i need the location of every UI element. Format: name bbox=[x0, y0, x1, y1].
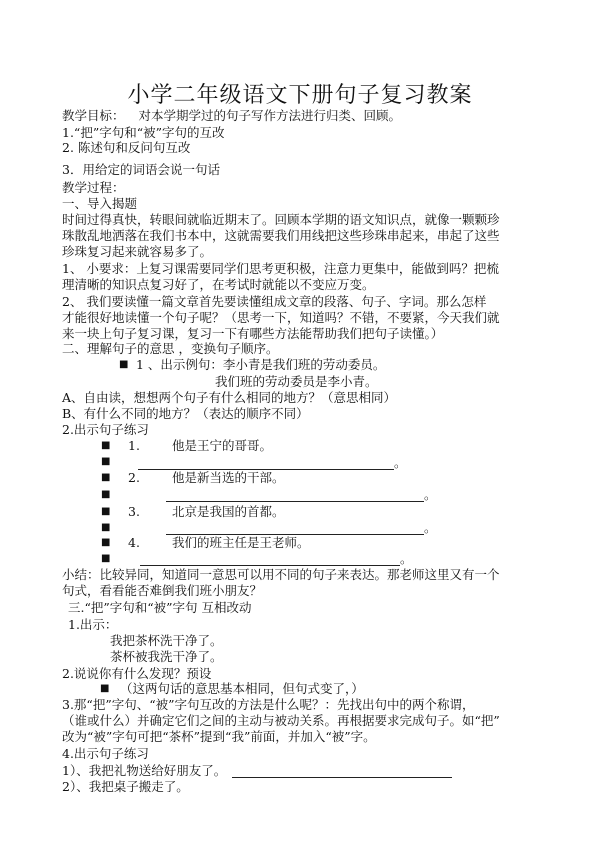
bullet-icon: ■ bbox=[119, 359, 129, 370]
paragraph-line: 3.那“把”字句、“被”字句互改的方法是什么呢？：先找出句中的两个称谓， bbox=[62, 697, 475, 712]
paragraph-line: 改为“被”字句可把“茶杯”提到“我”前面，并加入“被”字。 bbox=[62, 729, 376, 744]
exercise-sentence: 2）、我把桌子搬走了。 bbox=[62, 779, 189, 794]
answer-blank[interactable] bbox=[138, 457, 394, 470]
bullet-icon: ■ bbox=[101, 553, 111, 564]
goals-text: 对本学期学过的句子写作方法进行归类、回顾。 bbox=[138, 108, 402, 123]
question-line: B、有什么不同的地方？（表达的顺序不同） bbox=[62, 406, 309, 421]
example-sentence: 茶杯被我洗干净了。 bbox=[110, 649, 223, 664]
bullet-icon: ■ bbox=[101, 440, 111, 451]
show-label: 1.出示： bbox=[68, 617, 118, 632]
practice-sentence: 他是新当选的干部。 bbox=[172, 470, 285, 485]
exercise-line bbox=[62, 763, 452, 778]
paragraph-line: 珠散乱地洒落在我们书本中，这就需要我们用线把这些珍珠串起来，串起了这些 bbox=[62, 228, 500, 243]
practice-label: 2.出示句子练习 bbox=[62, 422, 149, 437]
practice-sentence: 他是王宁的哥哥。 bbox=[172, 438, 273, 453]
answer-blank[interactable] bbox=[166, 522, 424, 535]
bullet-icon: ■ bbox=[101, 522, 111, 533]
answer-blank[interactable] bbox=[166, 489, 424, 502]
answer-line: 。 bbox=[138, 455, 407, 470]
question-line: A、自由读，想想两个句子有什么相同的地方？（意思相同） bbox=[62, 390, 397, 405]
answer-line: 。 bbox=[140, 551, 413, 566]
paragraph-line: 1、 小要求：上复习课需要同学们思考更积极，注意力更集中，能做到吗？把梳 bbox=[62, 261, 499, 276]
paragraph-line: 来一块上句子复习课，复习一下有哪些方法能帮助我们把句子读懂。） bbox=[62, 326, 444, 341]
page-title: 小学二年级语文下册句子复习教案 bbox=[127, 83, 473, 108]
example-sentence: 1 、出示例句：李小青是我们班的劳动委员。 bbox=[136, 357, 386, 372]
goal-item: 1.“把”字句和“被”字句的互改 bbox=[62, 125, 225, 140]
bullet-icon: ■ bbox=[101, 537, 111, 548]
bullet-icon: ■ bbox=[101, 506, 111, 517]
practice-number: 3. bbox=[128, 504, 140, 519]
process-heading: 教学过程： bbox=[62, 180, 125, 195]
bullet-icon: ■ bbox=[101, 472, 111, 483]
practice-number: 2. bbox=[128, 470, 140, 485]
answer-line: 。 bbox=[166, 520, 437, 535]
bullet-icon: ■ bbox=[100, 683, 110, 694]
paragraph-line: 才能很好地读懂一个句子呢？（思考一下，知道吗？不错，不要紧，今天我们就 bbox=[62, 310, 500, 325]
paragraph-line: 2、 我们要读懂一篇文章首先要读懂组成文章的段落、句子、字词。那么怎样 bbox=[62, 294, 487, 309]
bullet-icon: ■ bbox=[101, 456, 111, 467]
paragraph-line: （谁或什么）并确定它们之间的主动与被动关系。再根据要求完成句子。如“把” bbox=[62, 713, 500, 728]
summary-line: 小结：比较异同，知道同一意思可以用不同的句子来表达。那老师这里又有一个 bbox=[62, 567, 500, 582]
practice-number: 1. bbox=[128, 438, 140, 453]
paragraph-line: 珍珠复习起来就容易多了。 bbox=[62, 244, 213, 259]
section-heading: 三.“把”字句和“被”字句 互相改动 bbox=[68, 600, 252, 615]
goals-heading: 教学目标： bbox=[62, 108, 125, 123]
section-heading: 一、导入揭题 bbox=[62, 196, 138, 211]
bullet-icon: ■ bbox=[101, 489, 111, 500]
practice-label: 4.出示句子练习 bbox=[62, 746, 149, 761]
example-sentence: 我把茶杯洗干净了。 bbox=[110, 633, 223, 648]
answer-blank[interactable] bbox=[232, 765, 452, 778]
answer-line: 。 bbox=[166, 487, 437, 502]
exercise-sentence: 1）、我把礼物送给好朋友了。 bbox=[62, 763, 227, 778]
goal-item: 2. 陈述句和反问句互改 bbox=[62, 140, 191, 155]
practice-sentence: 北京是我国的首都。 bbox=[172, 504, 285, 519]
paragraph-line: 理清晰的知识点复习好了，在考试时就能以不变应万变。 bbox=[62, 277, 375, 292]
practice-sentence: 我们的班主任是王老师。 bbox=[172, 535, 310, 550]
practice-number: 4. bbox=[128, 535, 140, 550]
paragraph-line: 时间过得真快，转眼间就临近期末了。回顾本学期的语文知识点，就像一颗颗珍 bbox=[62, 212, 500, 227]
example-sentence: 我们班的劳动委员是李小青。 bbox=[215, 374, 378, 389]
answer-blank[interactable] bbox=[140, 553, 400, 566]
summary-line: 句式，看看能否难倒我们班小朋友？ bbox=[62, 583, 263, 598]
question-line: 2.说说你有什么发现？预设 bbox=[62, 666, 212, 681]
goal-item: 3．用给定的词语会说一句话 bbox=[62, 162, 220, 177]
section-heading: 二、理解句子的意思 ，变换句子顺序。 bbox=[62, 341, 279, 356]
answer-text: （这两句话的意思基本相同，但句式变了，） bbox=[120, 681, 364, 696]
goals-line bbox=[62, 108, 401, 123]
